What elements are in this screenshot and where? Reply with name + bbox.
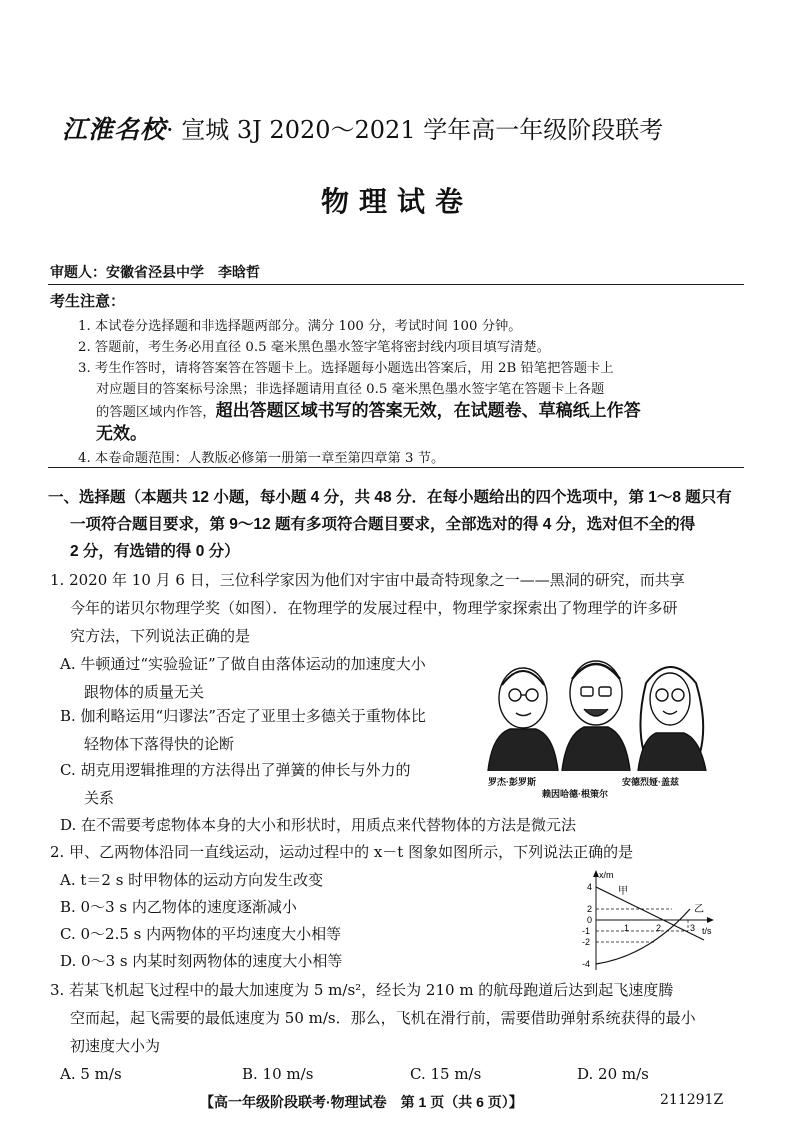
- q2-option-d: D. 0～3 s 内某时刻两物体的速度大小相等: [60, 952, 343, 970]
- x-tick-1: 1: [624, 923, 630, 933]
- notice-item-3b: 对应题目的答案标号涂黑；非选择题请用直径 0.5 毫米黑色墨水签字笔在答题卡上各题: [96, 382, 605, 397]
- section-heading: [48, 484, 738, 565]
- q2-option-c: C. 0～2.5 s 内两物体的平均速度大小相等: [60, 925, 342, 943]
- divider: [48, 467, 744, 468]
- notice-warning-1: 超出答题区域书写的答案无效，在试题卷、草稿纸上作答: [215, 401, 641, 420]
- q3-stem-line-1: 3. 若某飞机起飞过程中的最大加速度为 5 m/s²，经长为 210 m 的航母跑道后达到起飞速度腾: [50, 981, 674, 999]
- question-1-stem: [50, 566, 720, 650]
- xt-graph: [578, 868, 718, 976]
- laureates-sketch: [478, 643, 718, 771]
- q1-option-c-line-2: 关系: [84, 789, 115, 807]
- nobel-laureates-illustration: [478, 643, 718, 799]
- section-line-2: 一项符合题目要求，第 9～12 题有多项符合题目要求，全部选对的得 4 分，选对但不全的得: [70, 516, 696, 533]
- notice-item-4: 4. 本卷命题范围：人教版必修第一册第一章至第四章第 3 节。: [78, 451, 445, 466]
- q3-stem-line-2: 空而起，起飞需要的最低速度为 50 m/s．那么，飞机在滑行前，需要借助弹射系统获得的最小: [70, 1009, 696, 1027]
- notice-warning-2: 无效。: [96, 424, 147, 443]
- caption-penrose: 罗杰·彭罗斯: [488, 777, 536, 787]
- brand-name: 江淮名校: [62, 115, 167, 144]
- series-yi-curve: [596, 909, 690, 964]
- y-tick-neg1: -1: [582, 926, 591, 936]
- q1-option-d: D. 在不需要考虑物体本身的大小和形状时，用质点来代替物体的方法是微元法: [60, 816, 577, 834]
- x-axis-label: t/s: [702, 926, 712, 936]
- q3-option-a: A. 5 m/s: [60, 1065, 122, 1083]
- q1-option-c: [60, 756, 410, 812]
- reviewer-line: 审题人：安徽省泾县中学 李晗哲: [50, 265, 260, 281]
- label-yi: 乙: [694, 904, 704, 915]
- q1-option-a: [60, 650, 426, 706]
- notice-item-3c-text: 的答题区域内作答，: [96, 405, 216, 420]
- q2-option-b: B. 0～3 s 内乙物体的速度逐渐减小: [60, 898, 297, 916]
- y-tick-neg4: -4: [582, 959, 591, 969]
- q1-stem-line-1: 1. 2020 年 10 月 6 日，三位科学家因为他们对宇宙中最奇特现象之一——黑洞的研究，而共享: [50, 571, 685, 589]
- notice-list: [78, 316, 718, 469]
- q1-option-a-line-1: A. 牛顿通过“实验验证”了做自由落体运动的加速度大小: [60, 655, 426, 673]
- notice-item-2: 2. 答题前，考生务必用直径 0.5 毫米黑色墨水签字笔将密封线内项目填写清楚。: [78, 340, 551, 355]
- notice-item-3a: 3. 考生作答时，请将答案答在答题卡上。选择题每小题选出答案后，用 2B 铅笔把答题卡上: [78, 361, 614, 376]
- footer-page-info: 【高一年级阶段联考·物理试卷 第 1 页（共 6 页）】: [200, 1094, 523, 1110]
- x-tick-2: 2: [656, 923, 662, 933]
- q1-stem-line-3: 究方法，下列说法正确的是: [70, 627, 251, 645]
- q1-option-b-line-2: 轻物体下落得快的论断: [84, 735, 235, 753]
- notice-item-3c: [78, 400, 718, 423]
- section-line-3: 2 分，有选错的得 0 分）: [70, 543, 240, 560]
- q2-option-a: A. t＝2 s 时甲物体的运动方向发生改变: [60, 871, 324, 889]
- notice-title: 考生注意：: [50, 292, 126, 310]
- y-axis-label: x/m: [599, 870, 614, 880]
- q1-stem-line-2: 今年的诺贝尔物理学奖（如图）．在物理学的发展过程中，物理学家探索出了物理学的许多研: [70, 599, 678, 617]
- caption-ghez: 安德烈娅·盖兹: [622, 777, 679, 787]
- exam-series-title: · 宣城 3J 2020～2021 学年高一年级阶段联考: [166, 116, 664, 144]
- exam-header: [62, 110, 742, 146]
- page-title: 物理试卷: [320, 185, 473, 218]
- y-tick-2: 2: [587, 904, 593, 914]
- q1-option-b: [60, 702, 426, 758]
- caption-genzel: 赖因哈德·根策尔: [542, 789, 608, 799]
- q1-option-b-line-1: B. 伽利略运用“归谬法”否定了亚里士多德关于重物体比: [60, 707, 426, 725]
- xt-graph-svg: [578, 868, 718, 976]
- question-3-stem: [50, 976, 740, 1060]
- q1-option-c-line-1: C. 胡克用逻辑推理的方法得出了弹簧的伸长与外力的: [60, 761, 411, 779]
- question-2-stem: 2. 甲、乙两物体沿同一直线运动，运动过程中的 x－t 图象如图所示，下列说法正确的是: [50, 843, 634, 861]
- y-tick-0: 0: [587, 915, 593, 925]
- footer-code: 211291Z: [660, 1092, 724, 1108]
- q3-stem-line-3: 初速度大小为: [70, 1037, 161, 1055]
- q3-option-c: C. 15 m/s: [410, 1065, 482, 1083]
- x-tick-3: 3: [690, 923, 696, 933]
- q1-option-a-line-2: 跟物体的质量无关: [84, 683, 205, 701]
- series-jia-line: [596, 887, 704, 940]
- x-axis-arrow: [707, 917, 714, 923]
- notice-item-1: 1. 本试卷分选择题和非选择题两部分。满分 100 分，考试时间 100 分钟。: [78, 319, 522, 334]
- divider: [48, 284, 744, 285]
- q3-option-d: D. 20 m/s: [577, 1065, 649, 1083]
- y-tick-4: 4: [587, 882, 593, 892]
- y-tick-neg2: -2: [582, 937, 591, 947]
- q3-option-b: B. 10 m/s: [242, 1065, 314, 1083]
- section-line-1: 一、选择题（本题共 12 小题，每小题 4 分，共 48 分．在每小题给出的四个选项中，第 1～8 题只有: [48, 489, 732, 506]
- label-jia: 甲: [618, 886, 628, 897]
